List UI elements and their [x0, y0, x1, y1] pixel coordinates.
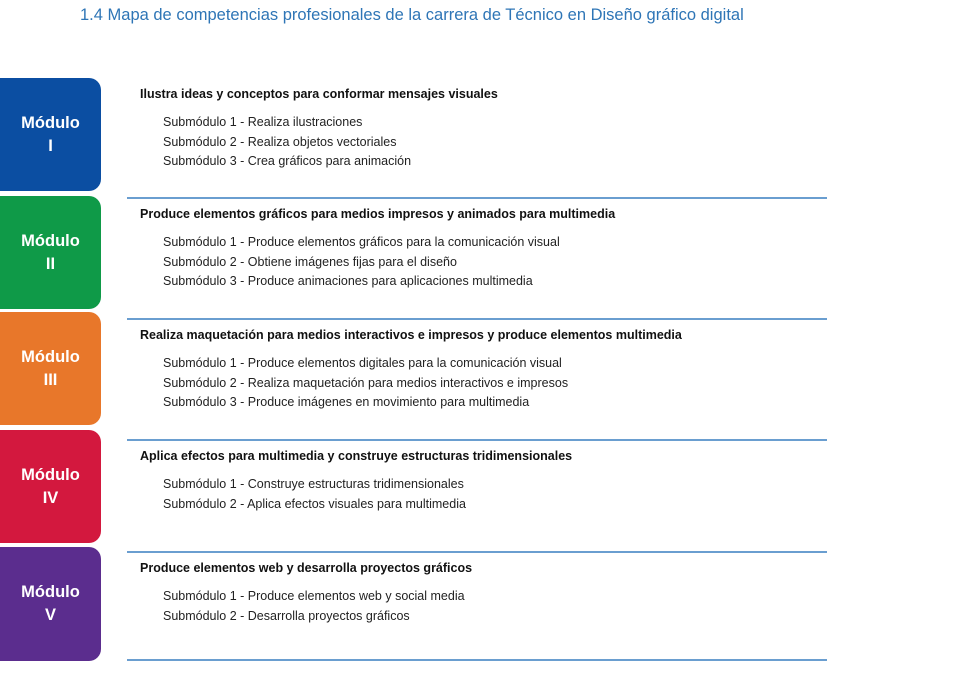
divider [127, 318, 827, 320]
module-tab-label: Módulo [21, 583, 80, 601]
module-tab-2 [0, 196, 101, 309]
module-tab-5 [0, 547, 101, 661]
module-tab-3 [0, 312, 101, 425]
divider [127, 551, 827, 553]
divider [127, 197, 827, 199]
module-block-2 [140, 207, 830, 292]
module-block-1 [140, 87, 830, 172]
module-tab-label: Módulo [21, 231, 80, 250]
page-title: 1.4 Mapa de competencias profesionales de la carrera de Técnico en Diseño gráfico digital [80, 6, 744, 24]
module-block-3 [140, 328, 830, 413]
submodule-item: Submódulo 2 - Realiza maquetación para medios interactivos e impresos [163, 375, 569, 390]
module-tab-1 [0, 78, 101, 191]
submodule-item: Submódulo 2 - Realiza objetos vectoriales [163, 134, 397, 149]
module-heading: Produce elementos web y desarrolla proyectos gráficos [140, 561, 473, 575]
module-tab-number: I [48, 136, 53, 155]
module-block-4 [140, 449, 830, 514]
module-heading: Produce elementos gráficos para medios impresos y animados para multimedia [140, 207, 616, 221]
module-tab-number: IV [42, 488, 59, 507]
module-tab-label: Módulo [21, 113, 80, 132]
module-tab-4 [0, 430, 101, 543]
module-block-5 [140, 561, 830, 626]
submodule-item: Submódulo 2 - Desarrolla proyectos gráficos [163, 608, 410, 623]
submodule-item: Submódulo 1 - Produce elementos web y social media [163, 589, 465, 603]
submodule-item: Submódulo 3 - Produce animaciones para aplicaciones multimedia [163, 274, 533, 288]
module-tab-number: II [45, 254, 56, 273]
module-heading: Ilustra ideas y conceptos para conformar mensajes visuales [140, 87, 498, 101]
submodule-item: Submódulo 1 - Realiza ilustraciones [163, 115, 363, 129]
divider [127, 659, 827, 661]
divider [127, 439, 827, 441]
module-tab-number: V [44, 606, 56, 624]
submodule-item: Submódulo 2 - Obtiene imágenes fijas para el diseño [163, 254, 457, 269]
submodule-item: Submódulo 1 - Construye estructuras tridimensionales [163, 477, 464, 491]
submodule-item: Submódulo 1 - Produce elementos digitales para la comunicación visual [163, 356, 562, 370]
submodule-item: Submódulo 1 - Produce elementos gráficos para la comunicación visual [163, 235, 560, 249]
module-tab-label: Módulo [21, 347, 80, 366]
module-heading: Realiza maquetación para medios interactivos e impresos y produce elementos multimedia [140, 328, 682, 342]
module-heading: Aplica efectos para multimedia y construye estructuras tridimensionales [140, 449, 573, 463]
submodule-item: Submódulo 2 - Aplica efectos visuales para multimedia [163, 496, 466, 511]
module-tab-label: Módulo [21, 465, 80, 484]
submodule-item: Submódulo 3 - Produce imágenes en movimiento para multimedia [163, 395, 530, 409]
module-tab-number: III [43, 370, 58, 389]
submodule-item: Submódulo 3 - Crea gráficos para animación [163, 154, 412, 168]
